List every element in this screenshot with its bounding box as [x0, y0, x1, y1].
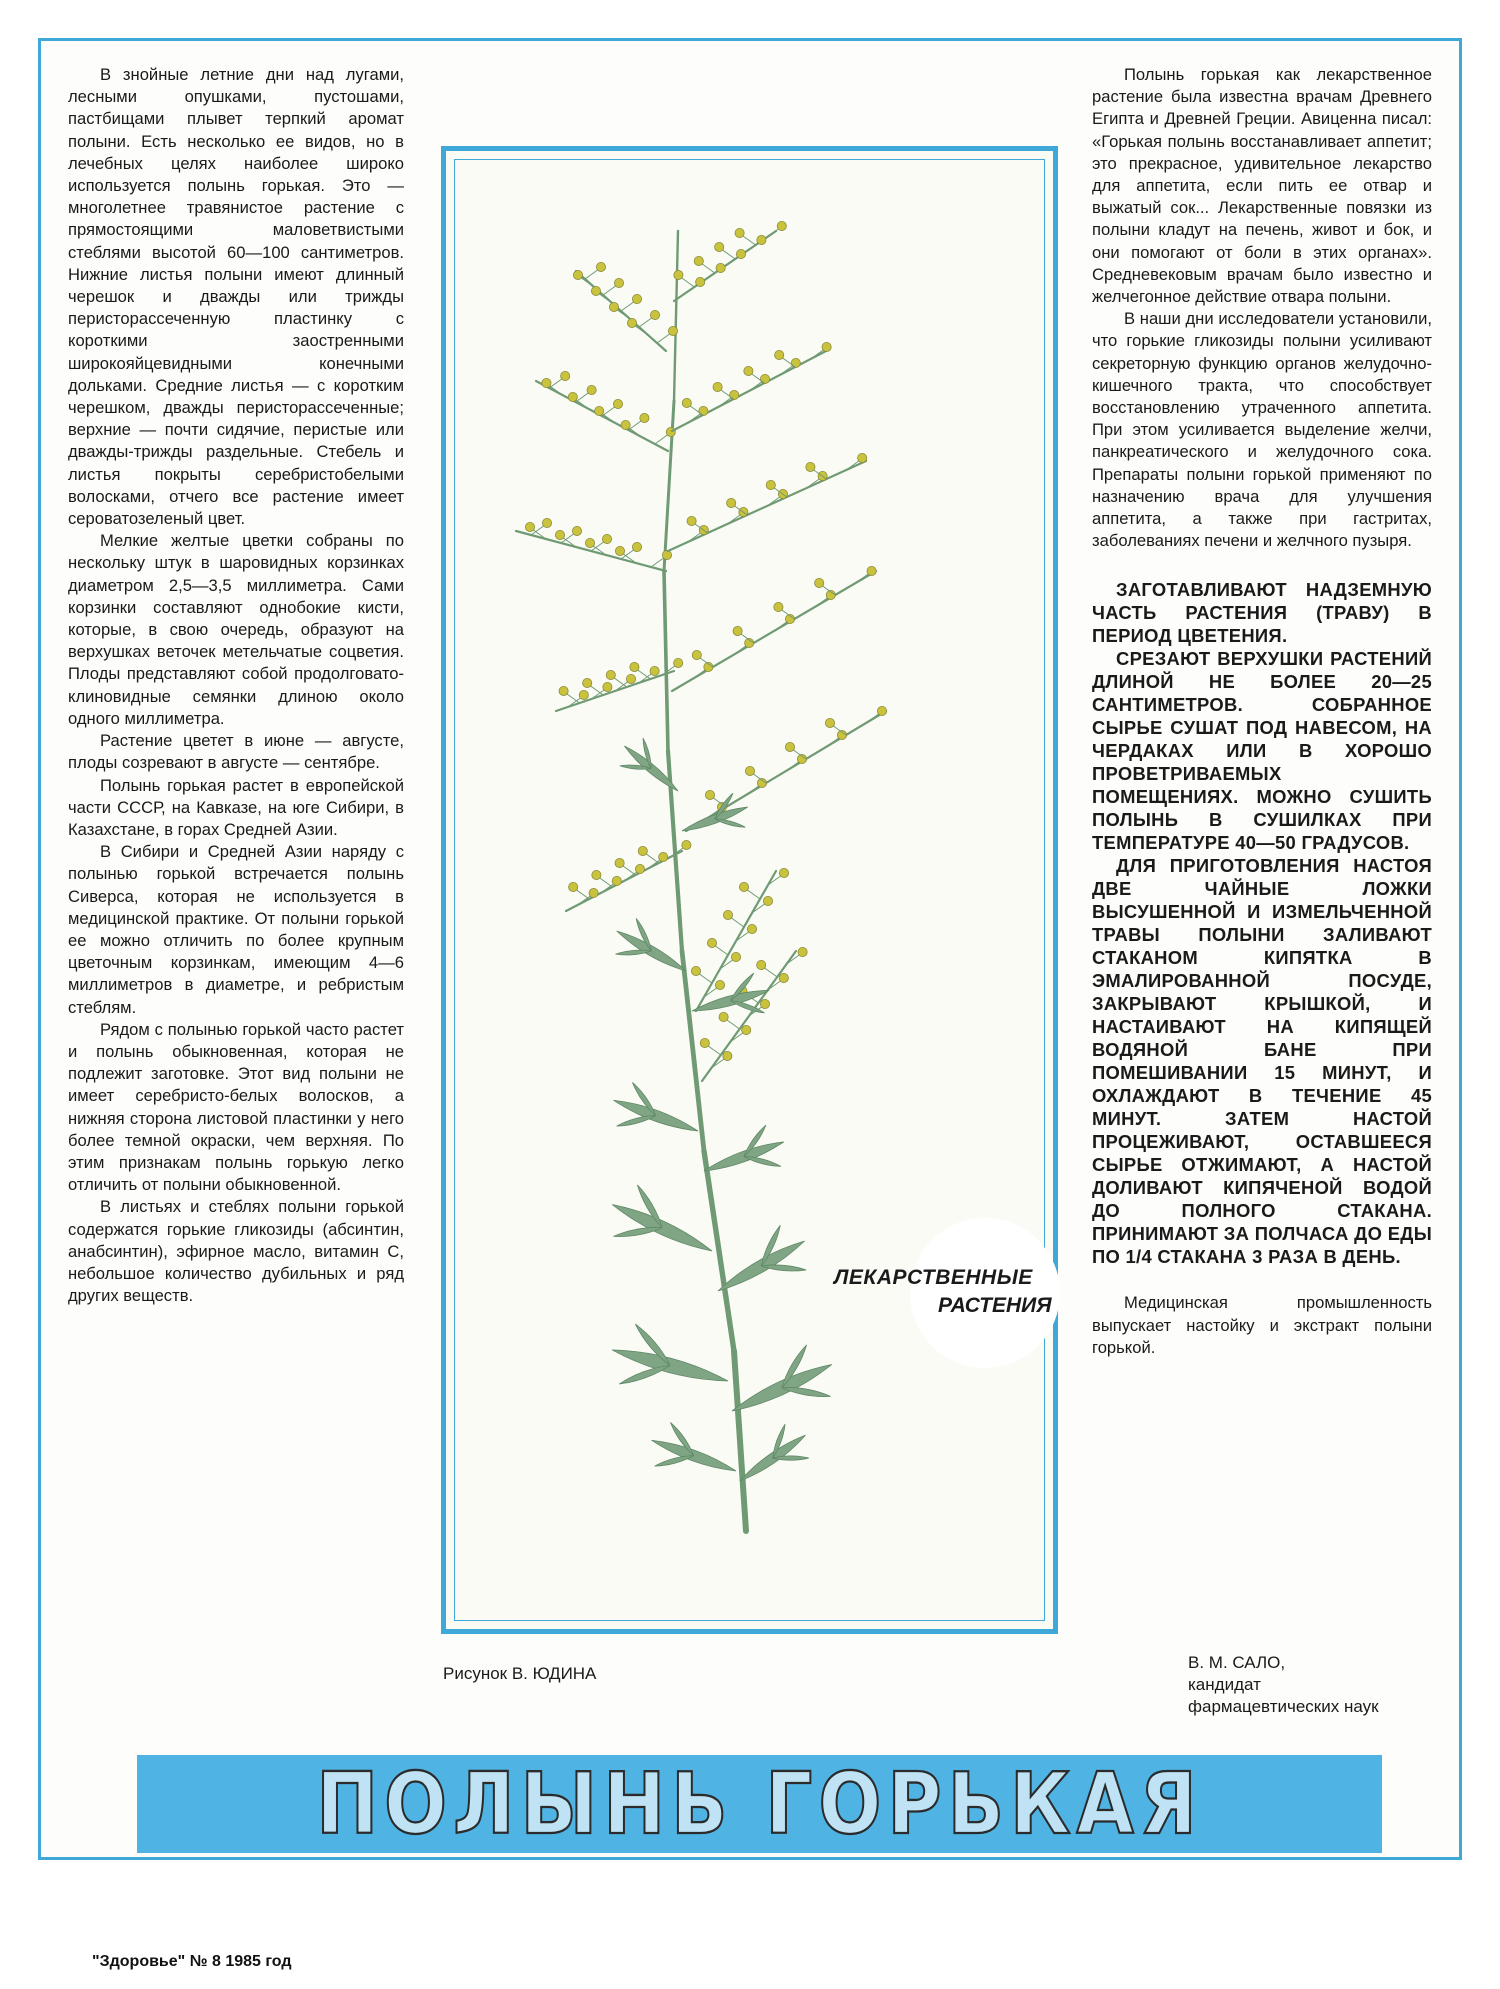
closing-note: Медицинская промышленность выпускает настойку и экстракт полыни горькой.	[1092, 1293, 1432, 1357]
author-title: кандидат	[1188, 1675, 1261, 1694]
harvest-instructions	[1092, 578, 1432, 1268]
right-column	[1092, 64, 1432, 1359]
series-badge	[820, 1218, 1060, 1368]
plant-illustration-frame	[441, 146, 1058, 1634]
left-column	[68, 64, 404, 1307]
paragraph: В Сибири и Средней Азии наряду с полынью горькой встречается полынь Сиверса, которая не используется в медицинской практике. От полыни горькой ее можно отличить по более крупным цветочным корзинкам, имеющим 4—6 миллиметров в диаметре, и ребристым стеблям.	[68, 842, 404, 1017]
paragraph: В листьях и стеблях полыни горькой содержатся горькие гликозиды (абсинтин, анабсинтин), эфирное масло, витамин С, небольшое количество дубильных и ряд других веществ.	[68, 1197, 404, 1306]
wormwood-plant-illustration	[446, 151, 1053, 1629]
author-name: В. М. САЛО,	[1188, 1653, 1286, 1672]
title-banner	[137, 1755, 1382, 1853]
author-block	[1188, 1652, 1379, 1718]
illustration-caption: Рисунок В. ЮДИНА	[443, 1664, 597, 1683]
paragraph: Мелкие желтые цветки собраны по нескольку штук в шаровидных корзинках диаметром 2,5—3,5 миллиметра. Сами корзинки составляют однобокие кисти, которые, в свою очередь, образуют на верхушках веточек метельчатые соцветия. Плоды представляют собой продолговато-клиновидные семянки длиною около одного миллиметра.	[68, 531, 404, 728]
author-degree: фармацевтических наук	[1188, 1697, 1379, 1716]
paragraph: В наши дни исследователи установили, что горькие гликозиды полыни усиливают секреторную функцию органов желудочно-кишечного тракта, что способствует восстановлению утраченного аппетита. При этом усиливается выделение желчи, панкреатического и желудочного сока. Препараты полыни горькой применяют по назначению врача для улучшения аппетита, а также при гастритах, заболеваниях печени и желчного пузыря.	[1092, 309, 1432, 551]
caps-paragraph: СРЕЗАЮТ ВЕРХУШКИ РАСТЕНИЙ ДЛИНОЙ НЕ БОЛЕЕ 20—25 САНТИМЕТРОВ. СОБРАННОЕ СЫРЬЕ СУШАТ ПОД НАВЕСОМ, НА ЧЕРДАКАХ ИЛИ В ХОРОШО ПРОВЕТРИВАЕМЫХ ПОМЕЩЕНИЯХ. МОЖНО СУШИТЬ ПОЛЫНЬ В СУШИЛКАХ ПРИ ТЕМПЕРАТУРЕ 40—50 ГРАДУСОВ.	[1092, 648, 1432, 854]
badge-line-1: ЛЕКАРСТВЕННЫЕ	[834, 1266, 1033, 1289]
paragraph: Растение цветет в июне — августе, плоды созревают в августе — сентябре.	[68, 731, 404, 773]
paragraph: Рядом с полынью горькой часто растет и полынь обыкновенная, которая не подлежит заготовке. Этот вид полыни не имеет серебристо-белых волосков, а нижняя сторона листовой пластинки у него более темной окраски, чем верхняя. По этим признакам полынь горькую легко отличить от полыни обыкновенной.	[68, 1019, 404, 1195]
badge-line-2: РАСТЕНИЯ	[938, 1294, 1052, 1317]
article-title: ПОЛЫНЬ ГОРЬКАЯ	[316, 1754, 1203, 1854]
paragraph: Полынь горькая растет в европейской части СССР, на Кавказе, на юге Сибири, в Казахстане, в горах Средней Азии.	[68, 775, 404, 839]
caps-paragraph: ЗАГОТАВЛИВАЮТ НАДЗЕМНУЮ ЧАСТЬ РАСТЕНИЯ (ТРАВУ) В ПЕРИОД ЦВЕТЕНИЯ.	[1092, 579, 1432, 647]
paragraph: В знойные летние дни над лугами, лесными опушками, пустошами, пастбищами плывет терпкий аромат полыни. Есть несколько ее видов, но в лечебных целях наиболее широко используется полынь горькая. Это — многолетнее травянистое растение с прямостоящими маловетвистыми стеблями высотой 60—100 сантиметров. Нижние листья полыни имеют длинный черешок и дважды или трижды перисторассеченную пластинку с короткими заостренными широкояйцевидными конечными дольками. Средние листья — с коротким черешком, дважды перисторассеченные; верхние — почти сидячие, перистые или дважды-трижды раздельные. Стебель и листья покрыты серебристобелыми волосками, отчего все растение имеет сероватозеленый цвет.	[68, 65, 404, 529]
source-footer: "Здоровье" № 8 1985 год	[92, 1953, 292, 1970]
paragraph: Полынь горькая как лекарственное растение была известна врачам Древнего Египта и Древней Греции. Авиценна писал: «Горькая полынь восстанавливает аппетит; это прекрасное, удивительное лекарство для аппетита, если пить ее отвар и выжатый сок... Лекарственные повязки из полыни кладут на печень, живот и бок, и они помогают от боли в этих органах». Средневековым врачам было известно и желчегонное действие отвара полыни.	[1092, 65, 1432, 307]
caps-paragraph: ДЛЯ ПРИГОТОВЛЕНИЯ НАСТОЯ ДВЕ ЧАЙНЫЕ ЛОЖКИ ВЫСУШЕННОЙ И ИЗМЕЛЬЧЕННОЙ ТРАВЫ ПОЛЫНИ ЗАЛИВАЮТ СТАКАНОМ КИПЯТКА В ЭМАЛИРОВАННОЙ ПОСУДЕ, ЗАКРЫВАЮТ КРЫШКОЙ, И НАСТАИВАЮТ НА КИПЯЩЕЙ ВОДЯНОЙ БАНЕ ПРИ ПОМЕШИВАНИИ 15 МИНУТ, И ОХЛАЖДАЮТ В ТЕЧЕНИЕ 45 МИНУТ. ЗАТЕМ НАСТОЙ ПРОЦЕЖИВАЮТ, ОСТАВШЕЕСЯ СЫРЬЕ ОТЖИМАЮТ, А НАСТОЙ ДОЛИВАЮТ КИПЯЧЕНОЙ ВОДОЙ ДО ПОЛНОГО СТАКАНА. ПРИНИМАЮТ ЗА ПОЛЧАСА ДО ЕДЫ ПО 1/4 СТАКАНА 3 РАЗА В ДЕНЬ.	[1092, 855, 1432, 1268]
badge-circle	[910, 1218, 1060, 1368]
